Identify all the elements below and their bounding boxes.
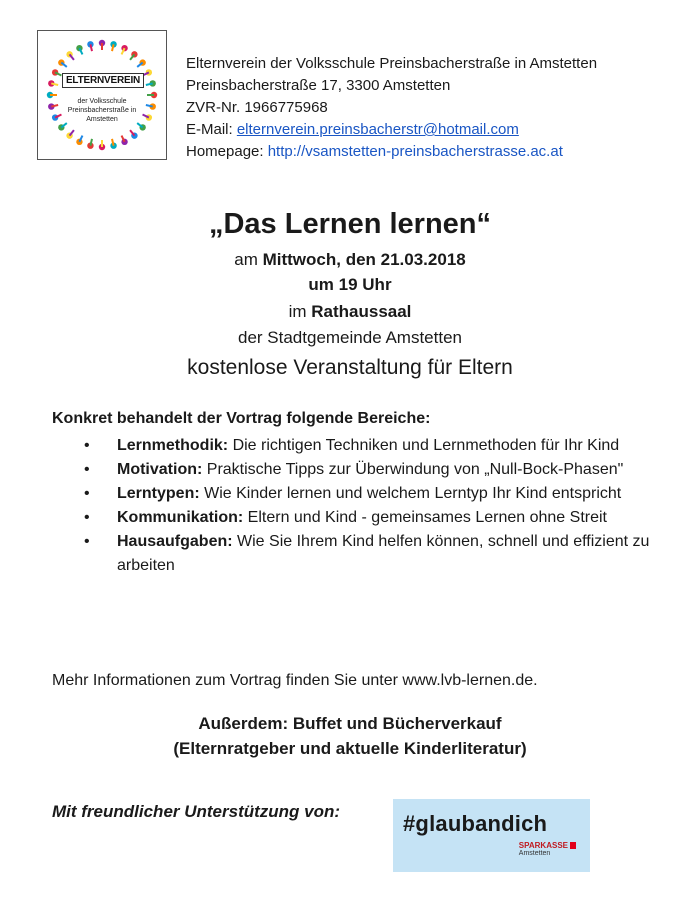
event-date-prefix: am [234,250,263,269]
event-time-value: um 19 Uhr [308,275,392,294]
homepage-link[interactable]: http://vsamstetten-preinsbacherstrasse.ac.at [267,143,563,160]
topics-list [80,434,670,578]
topic-term: Kommunikation: [117,509,244,526]
event-venue-prefix: im [288,302,312,321]
logo-title: ELTERNVEREIN [62,73,144,88]
child-figure-icon [48,103,58,109]
child-figure-icon [48,80,58,86]
child-figure-icon [52,69,62,75]
child-figure-icon [143,114,153,120]
topic-text: Praktische Tipps zur Überwindung von „Null-Bock-Phasen" [202,461,624,478]
child-figure-icon [121,136,127,146]
org-homepage-line [186,141,597,163]
event-venue [0,302,700,322]
event-time [0,275,700,295]
child-figure-icon [58,59,67,67]
topic-text: Eltern und Kind - gemeinsames Lernen ohne Streit [243,509,607,526]
child-figure-icon [58,123,67,131]
child-figure-icon [130,51,138,60]
sponsor-location: Amstetten [518,850,551,857]
child-figure-icon [110,139,116,149]
child-figure-icon [99,140,105,150]
org-address: Preinsbacherstraße 17, 3300 Amstetten [186,77,451,94]
topic-term: Motivation: [117,461,203,478]
list-item [80,482,670,506]
list-item [80,530,670,578]
support-text: Mit freundlicher Unterstützung von: [52,802,341,821]
sponsor-hashtag: #glaubandich [403,811,548,836]
logo-subtitle: der Volksschule Preinsbacherstraße in Amstetten [67,98,137,123]
list-item [80,434,670,458]
child-figure-icon [130,130,138,139]
sponsor-bank [519,842,576,858]
event-date [0,250,700,270]
sparkasse-icon [570,842,576,849]
org-email-line [186,119,597,141]
extra-line-1: Außerdem: Buffet und Bücherverkauf [198,714,502,733]
child-figure-icon [146,80,156,86]
sponsor-bank-name: SPARKASSE [518,841,568,850]
children-ring-graphic [38,31,166,159]
child-figure-icon [110,41,116,51]
event-title: „Das Lernen lernen“ [208,208,492,240]
child-figure-icon [87,139,93,149]
topic-text: Wie Kinder lernen und welchem Lerntyp Ihr Kind entspricht [199,485,622,502]
event-venue-sub: der Stadtgemeinde Amstetten [238,328,462,347]
homepage-label: Homepage: [186,143,268,160]
child-figure-icon [137,59,146,67]
extra-line-2: (Elternratgeber und aktuelle Kinderliteratur) [173,739,527,758]
event-note: kostenlose Veranstaltung für Eltern [187,356,513,379]
topic-term: Hausaufgaben: [117,533,233,550]
email-label: E-Mail: [186,121,237,138]
list-item [80,458,670,482]
child-figure-icon [146,103,156,109]
elternverein-logo [37,30,167,160]
org-name: Elternverein der Volksschule Preinsbacherstraße in Amstetten [186,55,598,72]
child-figure-icon [47,92,57,98]
child-figure-icon [66,51,74,60]
topic-text: Die richtigen Techniken und Lernmethoden für Ihr Kind [228,437,620,454]
child-figure-icon [147,92,157,98]
child-figure-icon [99,40,105,50]
child-figure-icon [87,41,93,51]
topic-text: Wie Sie Ihrem Kind helfen können, schnell und effizient zu arbeiten [117,533,650,574]
child-figure-icon [66,130,74,139]
topics-intro: Konkret behandelt der Vortrag folgende Bereiche: [52,410,431,427]
org-zvr: ZVR-Nr. 1966775968 [186,99,328,116]
org-header [186,53,597,163]
child-figure-icon [137,123,146,131]
topic-term: Lernmethodik: [117,437,229,454]
child-figure-icon [52,114,62,120]
list-item [80,506,670,530]
child-figure-icon [76,45,82,55]
more-info: Mehr Informationen zum Vortrag finden Sie unter www.lvb-lernen.de. [52,672,538,689]
topic-term: Lerntypen: [117,485,200,502]
child-figure-icon [76,136,82,146]
sponsor-logo [393,799,590,872]
event-venue-value: Rathaussaal [311,302,412,321]
email-link[interactable]: elternverein.preinsbacherstr@hotmail.com [236,121,519,138]
event-date-value: Mittwoch, den 21.03.2018 [262,250,466,269]
child-figure-icon [121,45,127,55]
